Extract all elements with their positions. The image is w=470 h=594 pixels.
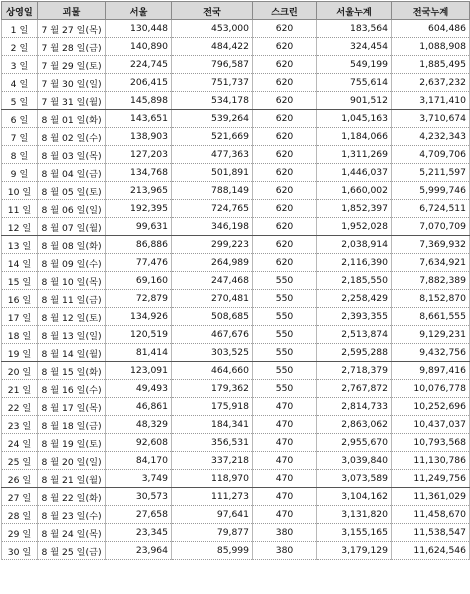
date-cell: 8 월 24 일(목): [38, 524, 106, 542]
date-cell: 7 월 31 일(월): [38, 92, 106, 110]
seoul-cell: 140,890: [106, 38, 172, 56]
screens-cell: 380: [253, 524, 317, 542]
header-nationwide-cumulative: 전국누계: [392, 2, 470, 20]
day-cell: 9 일: [2, 164, 38, 182]
nationwide-cell: 247,468: [172, 272, 253, 290]
table-row: [2, 92, 470, 110]
table-row: [2, 56, 470, 74]
screens-cell: 620: [253, 200, 317, 218]
nationwide-cumulative-cell: 8,661,555: [392, 308, 470, 326]
seoul-cell: 69,160: [106, 272, 172, 290]
date-cell: 8 월 08 일(화): [38, 236, 106, 254]
screens-cell: 620: [253, 20, 317, 38]
seoul-cumulative-cell: 1,045,163: [317, 110, 392, 128]
nationwide-cell: 303,525: [172, 344, 253, 362]
table-row: [2, 524, 470, 542]
screens-cell: 470: [253, 506, 317, 524]
date-cell: 8 월 22 일(화): [38, 488, 106, 506]
seoul-cell: 81,414: [106, 344, 172, 362]
header-row: [2, 2, 470, 20]
screens-cell: 470: [253, 434, 317, 452]
seoul-cumulative-cell: 1,852,397: [317, 200, 392, 218]
nationwide-cumulative-cell: 11,130,786: [392, 452, 470, 470]
seoul-cell: 224,745: [106, 56, 172, 74]
seoul-cell: 130,448: [106, 20, 172, 38]
nationwide-cell: 175,918: [172, 398, 253, 416]
seoul-cell: 46,861: [106, 398, 172, 416]
nationwide-cumulative-cell: 11,249,756: [392, 470, 470, 488]
nationwide-cumulative-cell: 10,793,568: [392, 434, 470, 452]
nationwide-cell: 453,000: [172, 20, 253, 38]
table-row: [2, 344, 470, 362]
nationwide-cell: 118,970: [172, 470, 253, 488]
day-cell: 17 일: [2, 308, 38, 326]
screens-cell: 620: [253, 218, 317, 236]
seoul-cell: 49,493: [106, 380, 172, 398]
seoul-cumulative-cell: 2,116,390: [317, 254, 392, 272]
nationwide-cumulative-cell: 4,709,706: [392, 146, 470, 164]
screens-cell: 470: [253, 470, 317, 488]
seoul-cell: 27,658: [106, 506, 172, 524]
screens-cell: 620: [253, 110, 317, 128]
date-cell: 8 월 03 일(목): [38, 146, 106, 164]
nationwide-cell: 299,223: [172, 236, 253, 254]
day-cell: 13 일: [2, 236, 38, 254]
seoul-cumulative-cell: 1,446,037: [317, 164, 392, 182]
seoul-cell: 143,651: [106, 110, 172, 128]
seoul-cumulative-cell: 2,185,550: [317, 272, 392, 290]
screens-cell: 470: [253, 452, 317, 470]
day-cell: 6 일: [2, 110, 38, 128]
seoul-cumulative-cell: 3,179,129: [317, 542, 392, 560]
day-cell: 27 일: [2, 488, 38, 506]
seoul-cumulative-cell: 2,513,874: [317, 326, 392, 344]
seoul-cumulative-cell: 2,863,062: [317, 416, 392, 434]
day-cell: 15 일: [2, 272, 38, 290]
table-row: [2, 200, 470, 218]
seoul-cumulative-cell: 324,454: [317, 38, 392, 56]
screens-cell: 620: [253, 146, 317, 164]
nationwide-cumulative-cell: 7,634,921: [392, 254, 470, 272]
screens-cell: 620: [253, 128, 317, 146]
seoul-cell: 92,608: [106, 434, 172, 452]
nationwide-cumulative-cell: 1,088,908: [392, 38, 470, 56]
seoul-cell: 127,203: [106, 146, 172, 164]
table-row: [2, 452, 470, 470]
seoul-cumulative-cell: 2,955,670: [317, 434, 392, 452]
screens-cell: 620: [253, 38, 317, 56]
date-cell: 8 월 05 일(토): [38, 182, 106, 200]
nationwide-cell: 501,891: [172, 164, 253, 182]
table-row: [2, 218, 470, 236]
day-cell: 5 일: [2, 92, 38, 110]
nationwide-cumulative-cell: 2,637,232: [392, 74, 470, 92]
nationwide-cumulative-cell: 604,486: [392, 20, 470, 38]
nationwide-cumulative-cell: 9,129,231: [392, 326, 470, 344]
day-cell: 8 일: [2, 146, 38, 164]
seoul-cumulative-cell: 2,595,288: [317, 344, 392, 362]
day-cell: 24 일: [2, 434, 38, 452]
seoul-cell: 86,886: [106, 236, 172, 254]
screens-cell: 550: [253, 272, 317, 290]
nationwide-cell: 751,737: [172, 74, 253, 92]
seoul-cumulative-cell: 549,199: [317, 56, 392, 74]
table-row: [2, 434, 470, 452]
nationwide-cell: 179,362: [172, 380, 253, 398]
screens-cell: 550: [253, 362, 317, 380]
header-seoul: 서울: [106, 2, 172, 20]
table-row: [2, 182, 470, 200]
day-cell: 20 일: [2, 362, 38, 380]
nationwide-cell: 85,999: [172, 542, 253, 560]
nationwide-cumulative-cell: 11,361,029: [392, 488, 470, 506]
header-seoul-cumulative: 서울누계: [317, 2, 392, 20]
table-row: [2, 416, 470, 434]
date-cell: 8 월 25 일(금): [38, 542, 106, 560]
table-row: [2, 506, 470, 524]
seoul-cumulative-cell: 2,258,429: [317, 290, 392, 308]
seoul-cell: 3,749: [106, 470, 172, 488]
screens-cell: 550: [253, 344, 317, 362]
nationwide-cell: 346,198: [172, 218, 253, 236]
screens-cell: 620: [253, 56, 317, 74]
nationwide-cumulative-cell: 5,999,746: [392, 182, 470, 200]
date-cell: 8 월 10 일(목): [38, 272, 106, 290]
seoul-cumulative-cell: 3,131,820: [317, 506, 392, 524]
table-row: [2, 398, 470, 416]
date-cell: 8 월 04 일(금): [38, 164, 106, 182]
table-row: [2, 38, 470, 56]
nationwide-cumulative-cell: 3,171,410: [392, 92, 470, 110]
nationwide-cell: 724,765: [172, 200, 253, 218]
screens-cell: 470: [253, 416, 317, 434]
day-cell: 10 일: [2, 182, 38, 200]
day-cell: 7 일: [2, 128, 38, 146]
day-cell: 29 일: [2, 524, 38, 542]
seoul-cell: 23,964: [106, 542, 172, 560]
seoul-cell: 134,768: [106, 164, 172, 182]
screens-cell: 620: [253, 182, 317, 200]
day-cell: 11 일: [2, 200, 38, 218]
nationwide-cumulative-cell: 10,076,778: [392, 380, 470, 398]
nationwide-cell: 534,178: [172, 92, 253, 110]
day-cell: 25 일: [2, 452, 38, 470]
nationwide-cumulative-cell: 6,724,511: [392, 200, 470, 218]
seoul-cumulative-cell: 3,039,840: [317, 452, 392, 470]
nationwide-cell: 184,341: [172, 416, 253, 434]
seoul-cell: 84,170: [106, 452, 172, 470]
table-row: [2, 20, 470, 38]
table-row: [2, 488, 470, 506]
nationwide-cumulative-cell: 9,432,756: [392, 344, 470, 362]
seoul-cumulative-cell: 1,311,269: [317, 146, 392, 164]
nationwide-cell: 508,685: [172, 308, 253, 326]
table-row: [2, 110, 470, 128]
seoul-cumulative-cell: 3,104,162: [317, 488, 392, 506]
nationwide-cell: 796,587: [172, 56, 253, 74]
nationwide-cumulative-cell: 10,252,696: [392, 398, 470, 416]
day-cell: 28 일: [2, 506, 38, 524]
seoul-cumulative-cell: 755,614: [317, 74, 392, 92]
table-row: [2, 146, 470, 164]
seoul-cell: 77,476: [106, 254, 172, 272]
seoul-cumulative-cell: 1,184,066: [317, 128, 392, 146]
table-row: [2, 164, 470, 182]
day-cell: 14 일: [2, 254, 38, 272]
screens-cell: 470: [253, 488, 317, 506]
nationwide-cumulative-cell: 11,624,546: [392, 542, 470, 560]
date-cell: 8 월 15 일(화): [38, 362, 106, 380]
nationwide-cumulative-cell: 5,211,597: [392, 164, 470, 182]
nationwide-cumulative-cell: 10,437,037: [392, 416, 470, 434]
seoul-cumulative-cell: 2,767,872: [317, 380, 392, 398]
seoul-cumulative-cell: 901,512: [317, 92, 392, 110]
day-cell: 22 일: [2, 398, 38, 416]
date-cell: 8 월 11 일(금): [38, 290, 106, 308]
date-cell: 7 월 29 일(토): [38, 56, 106, 74]
date-cell: 8 월 23 일(수): [38, 506, 106, 524]
nationwide-cell: 97,641: [172, 506, 253, 524]
seoul-cumulative-cell: 3,155,165: [317, 524, 392, 542]
screens-cell: 380: [253, 542, 317, 560]
nationwide-cell: 477,363: [172, 146, 253, 164]
nationwide-cell: 788,149: [172, 182, 253, 200]
nationwide-cell: 467,676: [172, 326, 253, 344]
day-cell: 26 일: [2, 470, 38, 488]
day-cell: 18 일: [2, 326, 38, 344]
table-row: [2, 236, 470, 254]
header-nationwide: 전국: [172, 2, 253, 20]
date-cell: 8 월 12 일(토): [38, 308, 106, 326]
day-cell: 19 일: [2, 344, 38, 362]
seoul-cell: 145,898: [106, 92, 172, 110]
date-cell: 8 월 20 일(일): [38, 452, 106, 470]
table-row: [2, 326, 470, 344]
screens-cell: 620: [253, 164, 317, 182]
screens-cell: 550: [253, 290, 317, 308]
screens-cell: 620: [253, 74, 317, 92]
day-cell: 21 일: [2, 380, 38, 398]
table-row: [2, 290, 470, 308]
nationwide-cumulative-cell: 7,070,709: [392, 218, 470, 236]
seoul-cumulative-cell: 2,393,355: [317, 308, 392, 326]
nationwide-cell: 79,877: [172, 524, 253, 542]
day-cell: 12 일: [2, 218, 38, 236]
day-cell: 3 일: [2, 56, 38, 74]
screens-cell: 550: [253, 326, 317, 344]
seoul-cell: 213,965: [106, 182, 172, 200]
date-cell: 8 월 17 일(목): [38, 398, 106, 416]
table-row: [2, 362, 470, 380]
nationwide-cumulative-cell: 4,232,343: [392, 128, 470, 146]
seoul-cumulative-cell: 1,952,028: [317, 218, 392, 236]
seoul-cumulative-cell: 3,073,589: [317, 470, 392, 488]
nationwide-cell: 521,669: [172, 128, 253, 146]
seoul-cell: 120,519: [106, 326, 172, 344]
table-row: [2, 470, 470, 488]
date-cell: 7 월 28 일(금): [38, 38, 106, 56]
nationwide-cell: 356,531: [172, 434, 253, 452]
nationwide-cumulative-cell: 7,369,932: [392, 236, 470, 254]
seoul-cell: 138,903: [106, 128, 172, 146]
date-cell: 8 월 09 일(수): [38, 254, 106, 272]
day-cell: 16 일: [2, 290, 38, 308]
header-screening-day: 상영일: [2, 2, 38, 20]
table-row: [2, 254, 470, 272]
seoul-cumulative-cell: 1,660,002: [317, 182, 392, 200]
date-cell: 8 월 07 일(월): [38, 218, 106, 236]
seoul-cell: 134,926: [106, 308, 172, 326]
day-cell: 23 일: [2, 416, 38, 434]
seoul-cell: 48,329: [106, 416, 172, 434]
nationwide-cumulative-cell: 8,152,870: [392, 290, 470, 308]
nationwide-cumulative-cell: 3,710,674: [392, 110, 470, 128]
nationwide-cumulative-cell: 9,897,416: [392, 362, 470, 380]
nationwide-cumulative-cell: 1,885,495: [392, 56, 470, 74]
seoul-cell: 30,573: [106, 488, 172, 506]
seoul-cumulative-cell: 183,564: [317, 20, 392, 38]
nationwide-cell: 270,481: [172, 290, 253, 308]
seoul-cumulative-cell: 2,038,914: [317, 236, 392, 254]
table-row: [2, 272, 470, 290]
table-row: [2, 74, 470, 92]
day-cell: 30 일: [2, 542, 38, 560]
screens-cell: 620: [253, 254, 317, 272]
date-cell: 8 월 02 일(수): [38, 128, 106, 146]
date-cell: 8 월 16 일(수): [38, 380, 106, 398]
seoul-cell: 99,631: [106, 218, 172, 236]
date-cell: 8 월 13 일(일): [38, 326, 106, 344]
date-cell: 7 월 30 일(일): [38, 74, 106, 92]
header-movie-date: 괴물: [38, 2, 106, 20]
day-cell: 2 일: [2, 38, 38, 56]
nationwide-cell: 464,660: [172, 362, 253, 380]
seoul-cell: 72,879: [106, 290, 172, 308]
day-cell: 1 일: [2, 20, 38, 38]
date-cell: 8 월 21 일(월): [38, 470, 106, 488]
seoul-cell: 192,395: [106, 200, 172, 218]
screens-cell: 470: [253, 398, 317, 416]
nationwide-cumulative-cell: 7,882,389: [392, 272, 470, 290]
date-cell: 8 월 18 일(금): [38, 416, 106, 434]
date-cell: 8 월 19 일(토): [38, 434, 106, 452]
seoul-cumulative-cell: 2,718,379: [317, 362, 392, 380]
day-cell: 4 일: [2, 74, 38, 92]
seoul-cell: 123,091: [106, 362, 172, 380]
table-row: [2, 542, 470, 560]
date-cell: 8 월 06 일(일): [38, 200, 106, 218]
date-cell: 7 월 27 일(목): [38, 20, 106, 38]
nationwide-cell: 111,273: [172, 488, 253, 506]
nationwide-cumulative-cell: 11,538,547: [392, 524, 470, 542]
screens-cell: 550: [253, 380, 317, 398]
table-row: [2, 308, 470, 326]
date-cell: 8 월 14 일(월): [38, 344, 106, 362]
seoul-cell: 206,415: [106, 74, 172, 92]
screens-cell: 550: [253, 308, 317, 326]
date-cell: 8 월 01 일(화): [38, 110, 106, 128]
nationwide-cell: 484,422: [172, 38, 253, 56]
screens-cell: 620: [253, 92, 317, 110]
nationwide-cell: 337,218: [172, 452, 253, 470]
seoul-cell: 23,345: [106, 524, 172, 542]
nationwide-cell: 539,264: [172, 110, 253, 128]
seoul-cumulative-cell: 2,814,733: [317, 398, 392, 416]
nationwide-cell: 264,989: [172, 254, 253, 272]
nationwide-cumulative-cell: 11,458,670: [392, 506, 470, 524]
table-row: [2, 380, 470, 398]
box-office-table: [1, 1, 470, 560]
table-row: [2, 128, 470, 146]
header-screens: 스크린: [253, 2, 317, 20]
screens-cell: 620: [253, 236, 317, 254]
